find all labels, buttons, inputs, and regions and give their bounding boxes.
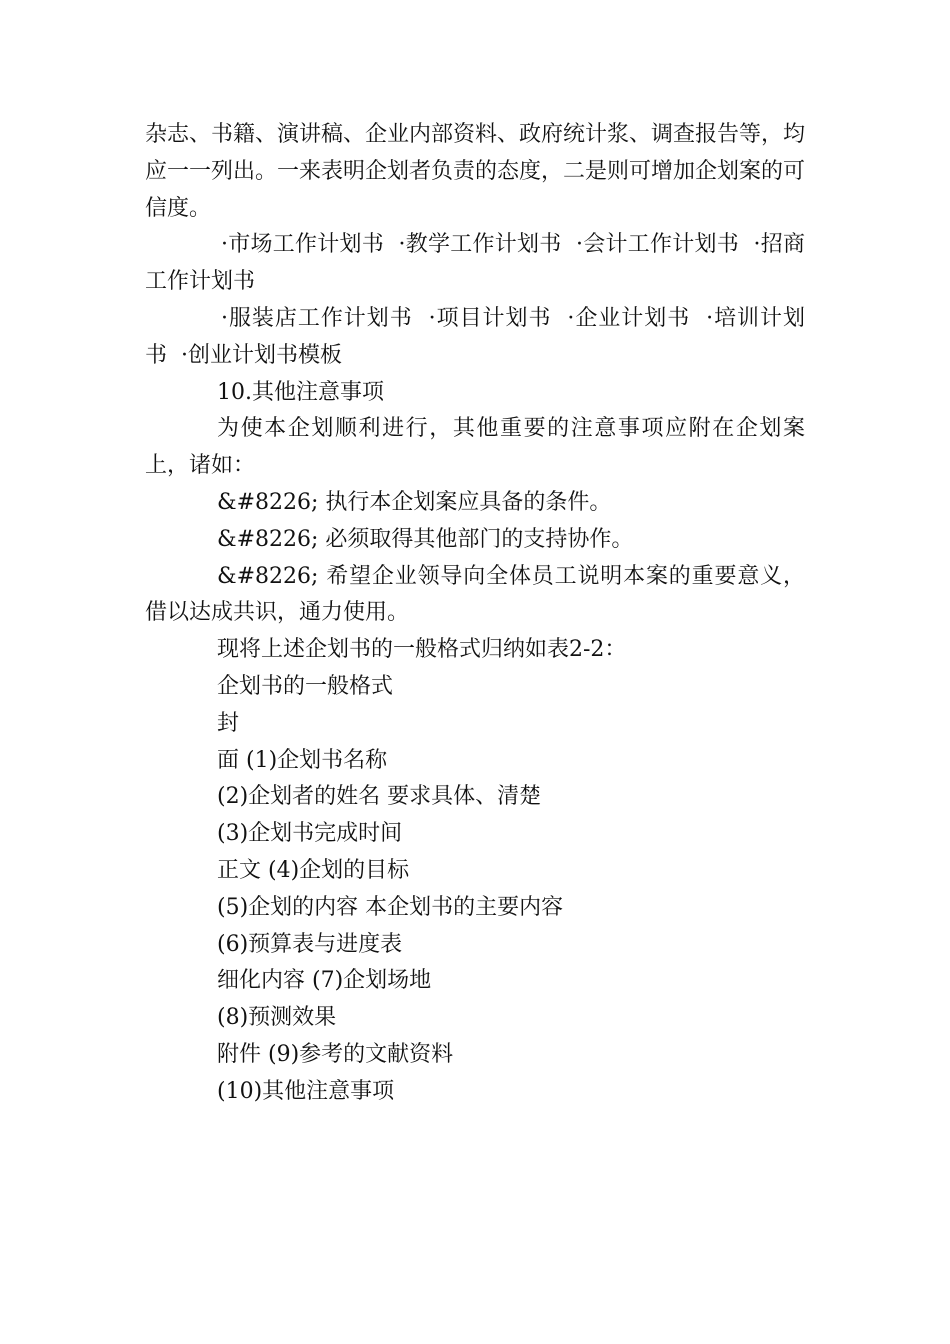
paragraph-notes-intro: 为使本企划顺利进行，其他重要的注意事项应附在企划案上，诸如： xyxy=(145,416,805,479)
format-table-line: 封 xyxy=(217,710,240,736)
format-table-line: 企划书的一般格式 xyxy=(217,673,394,699)
related-links-row-1 xyxy=(145,227,805,301)
section-heading: 10.其他注意事项 xyxy=(217,379,384,405)
format-table-line: (8)预测效果 xyxy=(217,1005,337,1031)
link-project-plan[interactable]: ·项目计划书 xyxy=(428,305,552,331)
document-body xyxy=(145,117,805,1111)
link-recruiting-plan[interactable]: ·招商工作计划书 xyxy=(145,232,805,295)
format-table-line: 附件 (9)参考的文献资料 xyxy=(217,1041,454,1067)
link-startup-plan-template[interactable]: ·创业计划书模板 xyxy=(181,342,343,368)
link-clothing-store-plan[interactable]: ·服装店工作计划书 xyxy=(221,305,413,331)
format-table-line: (3)企划书完成时间 xyxy=(217,821,403,847)
format-table-line: (2)企划者的姓名 要求具体、清楚 xyxy=(217,784,542,810)
related-links-row-2 xyxy=(145,301,805,375)
summary-intro: 现将上述企划书的一般格式归纳如表2-2： xyxy=(217,637,627,663)
bullet-item: &#8226; 执行本企划案应具备的条件。 xyxy=(217,489,612,515)
link-enterprise-plan[interactable]: ·企业计划书 xyxy=(567,305,691,331)
format-table-line: 面 (1)企划书名称 xyxy=(217,747,388,773)
link-training-plan[interactable]: ·培训计划书 xyxy=(145,305,805,368)
format-table-line: 正文 (4)企划的目标 xyxy=(217,857,410,883)
format-table-line: (5)企划的内容 本企划书的主要内容 xyxy=(217,894,564,920)
link-accounting-plan[interactable]: ·会计工作计划书 xyxy=(576,232,739,258)
link-teaching-plan[interactable]: ·教学工作计划书 xyxy=(398,232,562,258)
bullet-item: &#8226; 必须取得其他部门的支持协作。 xyxy=(217,526,634,552)
paragraph-references: 杂志、书籍、演讲稿、企业内部资料、政府统计浆、调查报告等，均应一一列出。一来表明企划者负责的态度，二是则可增加企划案的可信度。 xyxy=(145,122,806,221)
format-table-line: 细化内容 (7)企划场地 xyxy=(217,968,432,994)
format-table-line: (6)预算表与进度表 xyxy=(217,931,403,957)
format-table-line: (10)其他注意事项 xyxy=(217,1078,395,1104)
link-market-plan[interactable]: ·市场工作计划书 xyxy=(221,232,384,258)
bullet-item: &#8226; 希望企业领导向全体员工说明本案的重要意义，借以达成共识，通力使用。 xyxy=(145,563,805,626)
